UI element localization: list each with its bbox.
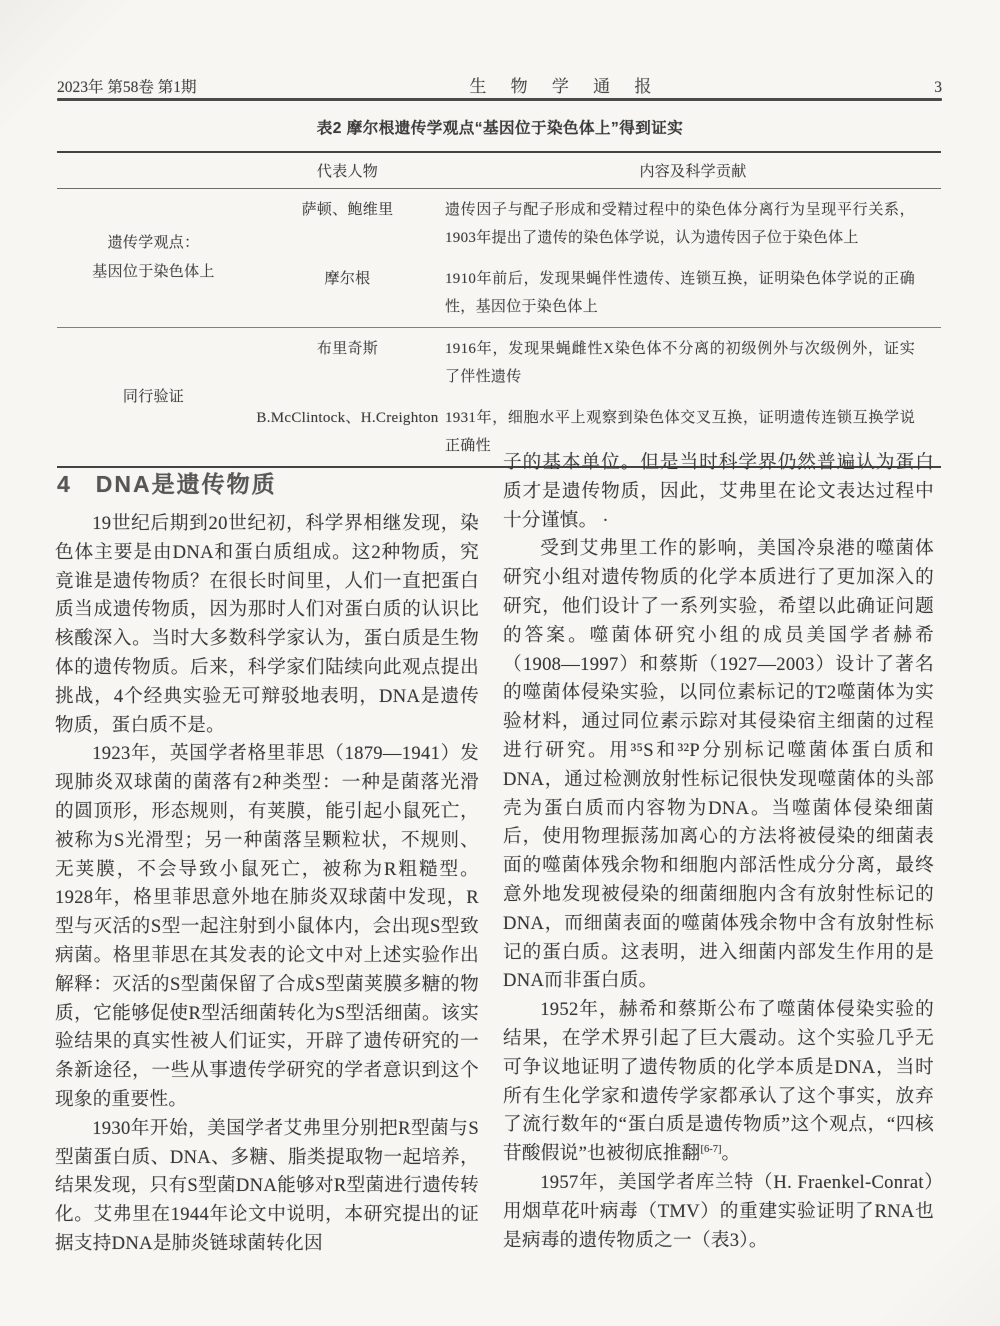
section-number: 4	[57, 471, 70, 497]
person-cell: 萨顿、鲍维里	[301, 202, 394, 218]
table2-group-peer-verification	[57, 328, 941, 466]
person-cell: 布里奇斯	[316, 341, 379, 357]
table2-header-person: 代表人物	[316, 164, 379, 180]
body-column-left	[55, 510, 479, 1259]
contribution-cell: 1916年，发现果蝇雌性X染色体不分离的初级例外与次级例外，证实了伴性遗传	[445, 341, 915, 385]
table-row	[250, 328, 941, 397]
paragraph: 子的基本单位。但是当时科学界仍然普遍认为蛋白质才是遗传物质，因此，艾弗里在论文表达过程中十分谨慎。 ·	[503, 452, 934, 531]
table-row	[250, 189, 941, 258]
table2-header-contribution: 内容及科学贡献	[639, 164, 747, 180]
journal-title: 生 物 学 通 报	[469, 77, 662, 96]
citation-reference: [6-7]	[700, 1143, 722, 1155]
group-label-line: 基因位于染色体上	[92, 264, 215, 280]
paragraph	[503, 996, 934, 1169]
person-cell: 摩尔根	[324, 271, 371, 287]
contribution-cell: 遗传因子与配子形成和受精过程中的染色体分离行为呈现平行关系，1903年提出了遗传的染色体学说，认为遗传因子位于染色体上	[445, 202, 915, 246]
contribution-cell: 1931年，细胞水平上观察到染色体交叉互换，证明遗传连锁互换学说正确性	[445, 410, 915, 454]
group-label-line: 遗传学观点：	[107, 235, 200, 251]
header-rule	[57, 98, 942, 101]
contribution-cell: 1910年前后，发现果蝇伴性遗传、连锁互换，证明染色体学说的正确性，基因位于染色体上	[445, 271, 915, 315]
table2-group-label	[57, 328, 250, 466]
table2-group-rows	[250, 189, 941, 327]
body-column-right	[503, 449, 934, 1255]
issue-info: 2023年 第58卷 第1期	[57, 79, 197, 96]
table2-title: 表2 摩尔根遗传学观点“基因位于染色体上”得到证实	[316, 120, 684, 137]
table2-group-label	[57, 189, 250, 327]
group-label-line: 同行验证	[122, 388, 185, 405]
person-cell: B.McClintock、H.Creighton	[256, 410, 439, 426]
table2	[57, 151, 941, 468]
paragraph: 1923年，英国学者格里菲思（1879—1941）发现肺炎双球菌的菌落有2种类型：一种是菌落光滑的圆顶形，形态规则，有荚膜，能引起小鼠死亡，被称为S光滑型；另一种菌落呈颗粒状，不规则、无荚膜，不会导致小鼠死亡，被称为R粗糙型。1928年，格里菲思意外地在肺炎双球菌中发现，R型与灭活的S型一起注射到小鼠体内，会出现S型致病菌。格里菲思在其发表的论文中对上述实验作出解释：灭活的S型菌保留了合成S型菌荚膜多糖的物质，它能够促使R型活细菌转化为S型活细菌。该实验结果的真实性被人们证实，开辟了遗传研究的一条新途径，一些从事遗传学研究的学者意识到这个现象的重要性。	[55, 743, 479, 1110]
paragraph-text: 1952年，赫希和蔡斯公布了噬菌体侵染实验的结果，在学术界引起了巨大震动。这个实验几乎无可争议地证明了遗传物质的化学本质是DNA，当时所有生化学家和遗传学家都承认了这个事实，放弃了流行数年的“蛋白质是遗传物质”这个观点，“四核苷酸假说”也被彻底推翻	[503, 999, 934, 1165]
table-row	[250, 258, 941, 327]
paragraph: 19世纪后期到20世纪初，科学界相继发现，染色体主要是由DNA和蛋白质组成。这2种物质，究竟谁是遗传物质？在很长时间里，人们一直把蛋白质当成遗传物质，因为那时人们对蛋白质的认识比核酸深入。当时大多数科学家认为，蛋白质是生物体的遗传物质。后来，科学家们陆续向此观点提出挑战，4个经典实验无可辩驳地表明，DNA是遗传物质，蛋白质不是。	[55, 513, 479, 736]
table2-group-genetic-viewpoint	[57, 189, 941, 328]
running-head	[57, 72, 942, 97]
table2-header-row	[57, 153, 941, 189]
table2-group-rows	[250, 328, 941, 466]
paragraph: 1930年开始，美国学者艾弗里分别把R型菌与S型菌蛋白质、DNA、多糖、脂类提取物一起培养，结果发现，只有S型菌DNA能够对R型菌进行遗传转化。艾弗里在1944年论文中说明，本研究提出的证据支持DNA是肺炎链球菌转化因	[55, 1117, 479, 1254]
section-title: DNA是遗传物质	[95, 471, 277, 497]
section-heading	[57, 466, 277, 499]
paragraph-text: 。	[721, 1143, 741, 1165]
paragraph: 1957年，美国学者库兰特（H. Fraenkel-Conrat）用烟草花叶病毒（TMV）的重建实验证明了RNA也是病毒的遗传物质之一（表3）。	[503, 1171, 934, 1251]
page-number: 3	[934, 79, 942, 96]
paragraph: 受到艾弗里工作的影响，美国冷泉港的噬菌体研究小组对遗传物质的化学本质进行了更加深入的研究，他们设计了一系列实验，希望以此确证问题的答案。噬菌体研究小组的成员美国学者赫希（1908—1997）和蔡斯（1927—2003）设计了著名的噬菌体侵染实验，以同位素标记的T2噬菌体为实验材料，通过同位素示踪对其侵染宿主细菌的过程进行研究。用³⁵S和³²P分别标记噬菌体蛋白质和DNA，通过检测放射性标记很快发现噬菌体的头部壳为蛋白质而内容物为DNA。当噬菌体侵染细菌后，使用物理振荡加离心的方法将被侵染的细菌表面的噬菌体残余物和细胞内部活性成分分离，最终意外地发现被侵染的细菌细胞内含有放射性标记的DNA，而细菌表面的噬菌体残余物中含有放射性标记的蛋白质。这表明，进入细菌内部发生作用的是DNA而非蛋白质。	[503, 538, 934, 992]
